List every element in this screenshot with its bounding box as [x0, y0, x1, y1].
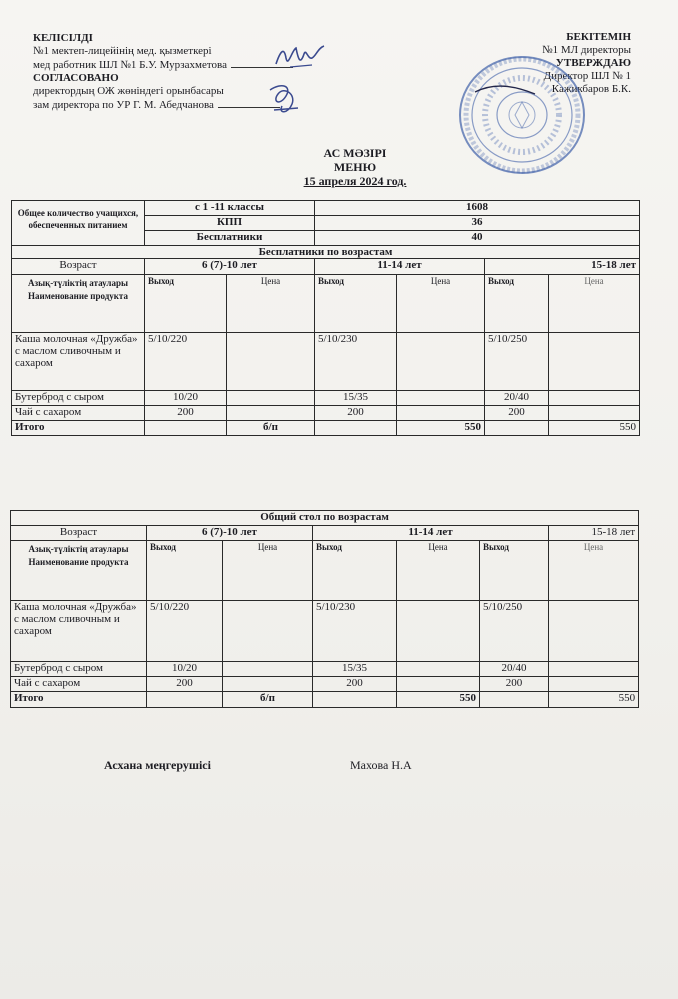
total-unit: б/п [223, 692, 313, 708]
output-value: 5/10/230 [315, 333, 397, 391]
product-name: Каша молочная «Дружба» с маслом сливочным и сахаром [12, 333, 145, 391]
table-row [11, 601, 639, 662]
approve-ru: УТВЕРЖДАЮ [555, 57, 631, 69]
canteen-head-name: Махова Н.А [350, 758, 412, 772]
age-group: 15-18 лет [549, 526, 639, 541]
column-header-row [11, 541, 639, 601]
output-value: 20/40 [480, 662, 549, 677]
product-header: Азық-түліктің атаулары Наименование продукта [12, 275, 145, 333]
col-price: Цена [397, 275, 485, 333]
output-value: 200 [145, 406, 227, 421]
director-title-kz: №1 МЛ директоры [542, 44, 631, 56]
director-name: Кажикбаров Б.К. [551, 83, 631, 95]
age-label: Возраст [11, 526, 147, 541]
output-value: 200 [480, 677, 549, 692]
product-name: Чай с сахаром [12, 406, 145, 421]
summary-row [12, 201, 640, 216]
output-value: 15/35 [313, 662, 397, 677]
age-row [12, 259, 640, 275]
age-row [11, 526, 639, 541]
agreed-kz: КЕЛІСІЛДІ [33, 32, 93, 44]
official-stamp [455, 52, 590, 177]
col-price: Цена [549, 541, 639, 601]
medic-title-ru: мед работник ШЛ №1 Б.У. Мурзахметова [33, 59, 227, 71]
table-row [11, 677, 639, 692]
output-value: 10/20 [147, 662, 223, 677]
col-price: Цена [549, 275, 640, 333]
output-value: 5/10/220 [145, 333, 227, 391]
table-row [12, 406, 640, 421]
age-group: 11-14 лет [313, 526, 549, 541]
col-price: Цена [397, 541, 480, 601]
total-value: 550 [397, 421, 485, 436]
col-output: Выход [313, 541, 397, 601]
output-value: 5/10/220 [147, 601, 223, 662]
output-value: 10/20 [145, 391, 227, 406]
col-output: Выход [147, 541, 223, 601]
director-title-ru: Директор ШЛ № 1 [543, 70, 631, 82]
output-value: 200 [315, 406, 397, 421]
total-value: 550 [549, 421, 640, 436]
age-group: 15-18 лет [485, 259, 640, 275]
product-name: Бутерброд с сыром [11, 662, 147, 677]
menu-date: 15 апреля 2024 год. [303, 174, 407, 188]
general-meals-table [10, 510, 639, 708]
deputy-title-ru: зам директора по УР Г. М. Абедчанова [33, 99, 214, 111]
output-value: 200 [485, 406, 549, 421]
table-caption: Бесплатники по возрастам [12, 246, 640, 259]
table-row [12, 391, 640, 406]
table-row [11, 662, 639, 677]
total-label: Итого [11, 692, 147, 708]
output-value: 15/35 [315, 391, 397, 406]
product-name: Чай с сахаром [11, 677, 147, 692]
total-value: 550 [397, 692, 480, 708]
free-meals-table [11, 200, 640, 436]
age-group: 6 (7)-10 лет [145, 259, 315, 275]
total-row [12, 421, 640, 436]
approve-kz: БЕКІТЕМІН [566, 31, 631, 43]
product-name: Каша молочная «Дружба» с маслом сливочным и сахаром [11, 601, 147, 662]
column-header-row [12, 275, 640, 333]
summary-name: с 1 -11 классы [145, 201, 315, 216]
col-price: Цена [223, 541, 313, 601]
document-title [270, 146, 440, 188]
total-unit: б/п [227, 421, 315, 436]
output-value: 5/10/230 [313, 601, 397, 662]
age-group: 11-14 лет [315, 259, 485, 275]
table-caption: Общий стол по возрастам [11, 511, 639, 526]
summary-value: 1608 [315, 201, 640, 216]
summary-label: Общее количество учащихся, обеспеченных питанием [12, 201, 145, 246]
total-label: Итого [12, 421, 145, 436]
col-price: Цена [227, 275, 315, 333]
col-output: Выход [145, 275, 227, 333]
table-row [12, 333, 640, 391]
summary-name: КПП [145, 216, 315, 231]
output-value: 200 [313, 677, 397, 692]
summary-name: Бесплатники [145, 231, 315, 246]
medic-signature [272, 40, 332, 72]
product-header: Азық-түліктің атаулары Наименование продукта [11, 541, 147, 601]
deputy-title-kz: директордың ОЖ жөніндегі орынбасары [33, 85, 224, 97]
output-value: 5/10/250 [485, 333, 549, 391]
medic-title-kz: №1 мектеп-лицейінің мед. қызметкері [33, 45, 212, 57]
summary-value: 36 [315, 216, 640, 231]
deputy-signature [262, 80, 306, 120]
output-value: 20/40 [485, 391, 549, 406]
total-row [11, 692, 639, 708]
agreed-ru: СОГЛАСОВАНО [33, 72, 119, 84]
title-kz: АС МӘЗІРІ [323, 146, 387, 160]
col-output: Выход [485, 275, 549, 333]
summary-value: 40 [315, 231, 640, 246]
col-output: Выход [315, 275, 397, 333]
col-output: Выход [480, 541, 549, 601]
output-value: 5/10/250 [480, 601, 549, 662]
age-label: Возраст [12, 259, 145, 275]
title-ru: МЕНЮ [333, 160, 377, 174]
age-group: 6 (7)-10 лет [147, 526, 313, 541]
total-value: 550 [549, 692, 639, 708]
canteen-head-label: Асхана меңгерушісі [104, 758, 211, 772]
output-value: 200 [147, 677, 223, 692]
product-name: Бутерброд с сыром [12, 391, 145, 406]
